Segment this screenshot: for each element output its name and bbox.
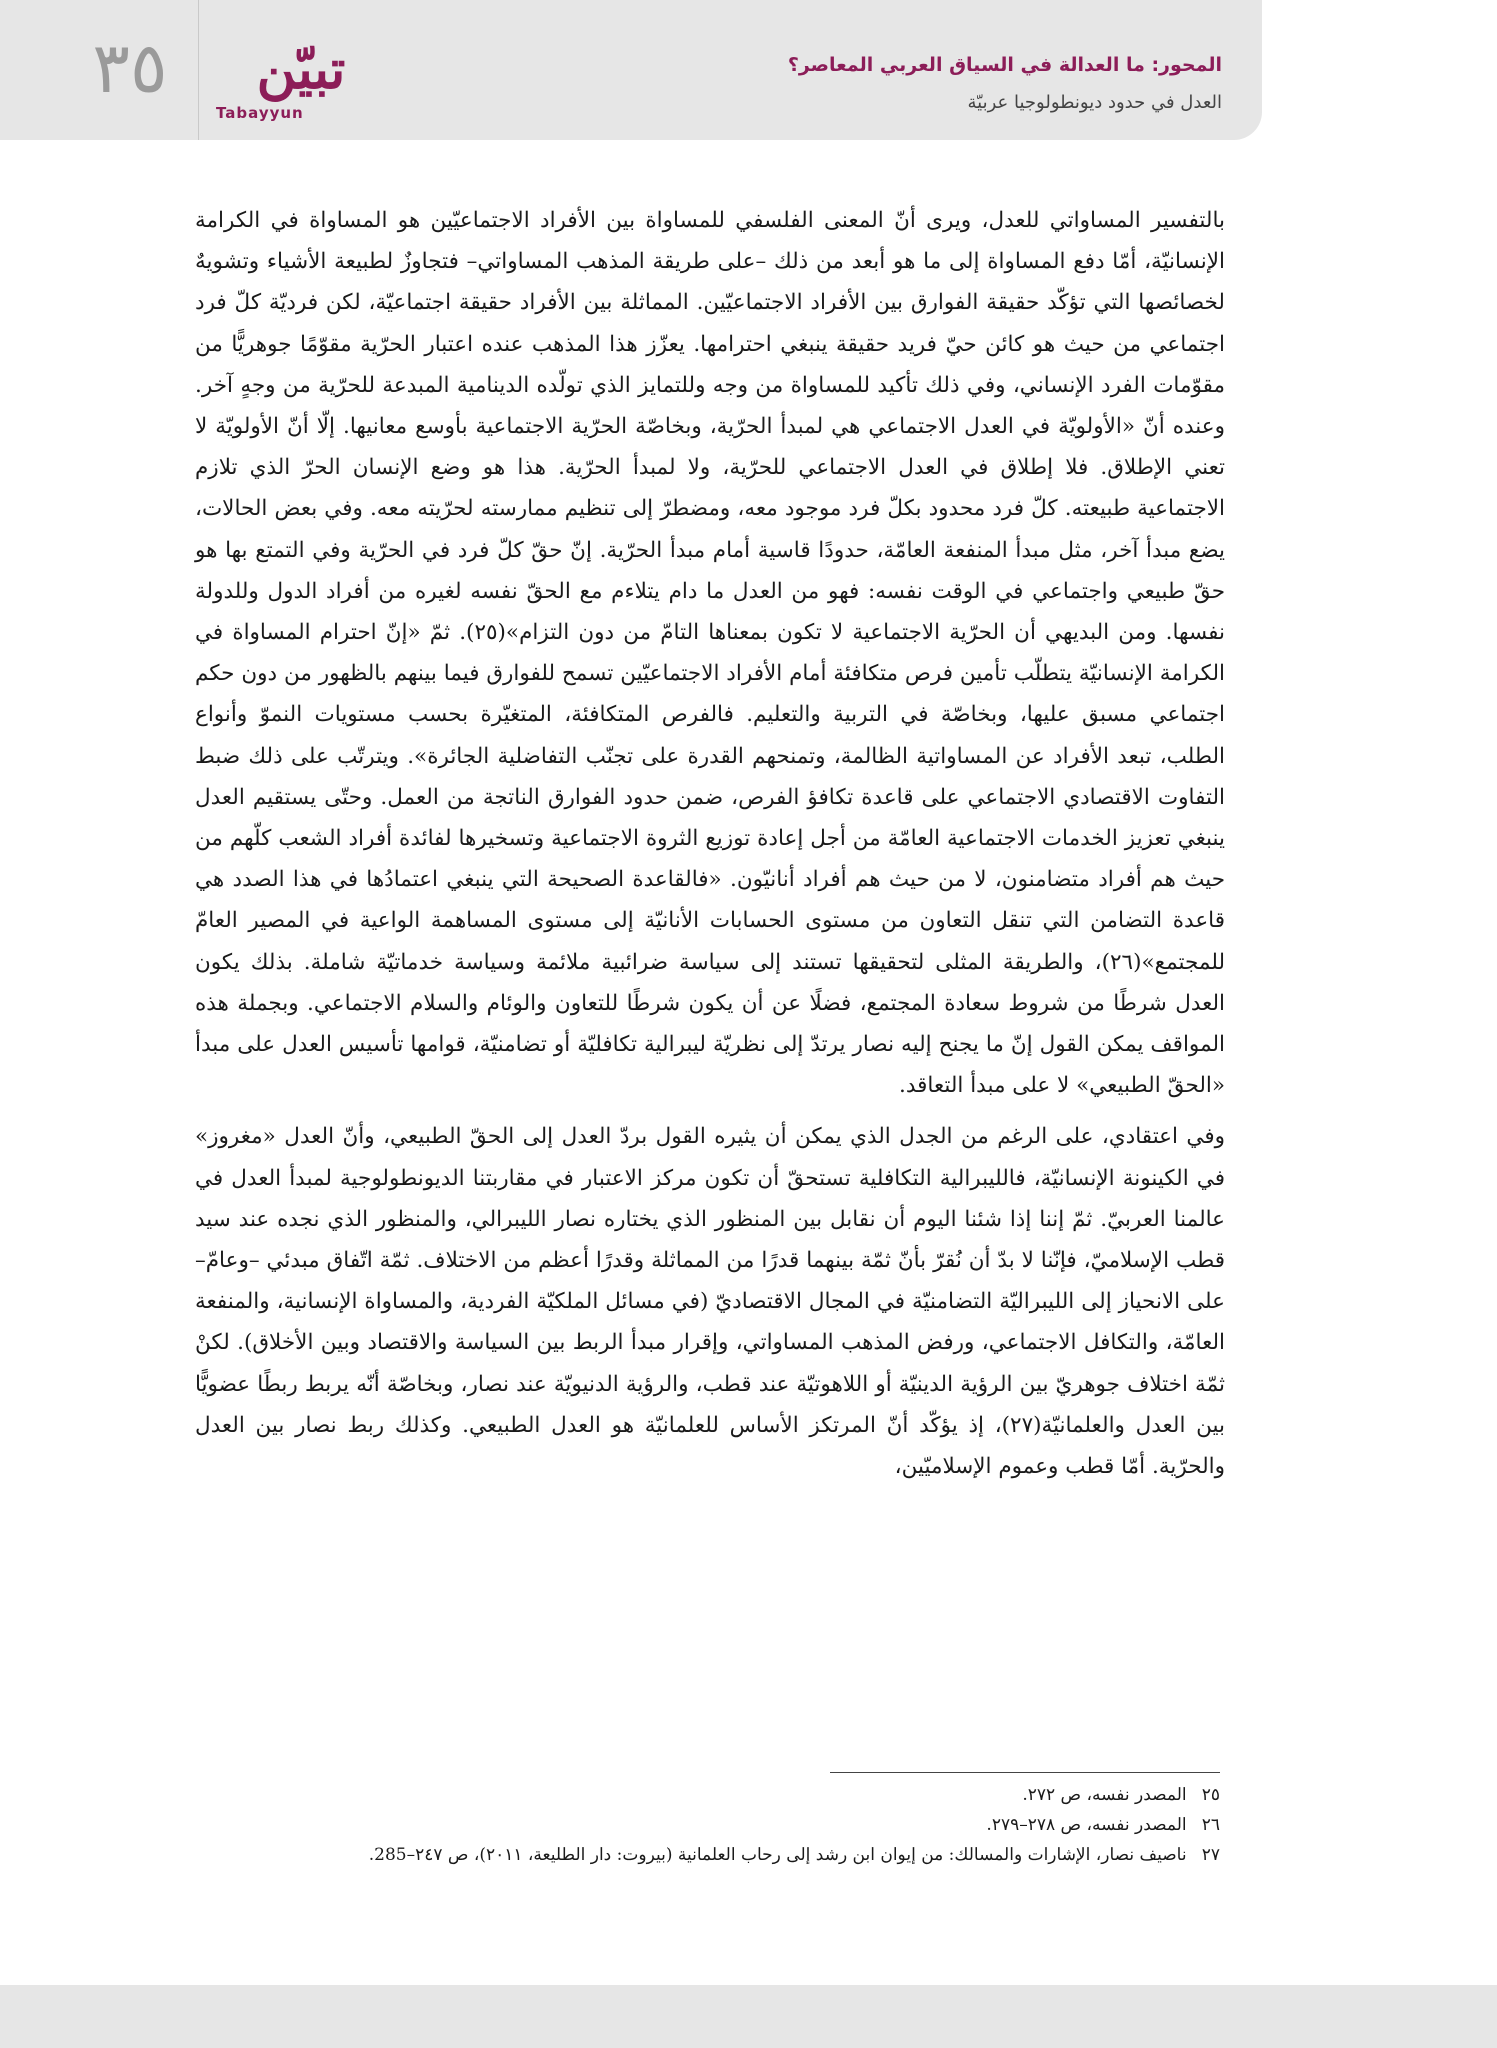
footnote-text: ناصيف نصار، الإشارات والمسالك: من إيوان ابن رشد إلى رحاب العلمانية (بيروت: دار الطليعة، ٢٠١١)، ص ٢٤٧–285.: [368, 1845, 1187, 1865]
body-paragraph-2: وفي اعتقادي، على الرغم من الجدل الذي يمكن أن يثيره القول بردّ العدل إلى الحقّ الطبيعي، وأنّ العدل «مغروز» في الكينونة الإنسانيّة، فالليبرالية التكافلية تستحقّ أن تكون مركز الاعتبار في مقاربتنا الديونطولوجية لمبدأ العدل في عالمنا العربيّ. ثمّ إننا إذا شئنا اليوم أن نقابل بين المنظور الذي يختاره نصار الليبرالي، والمنظور الذي نجده عند سيد قطب الإسلاميّ، فإنّنا لا بدّ أن نُقرّ بأنّ ثمّة بينهما قدرًا من المماثلة وقدرًا أعظم من الاختلاف. ثمّة اتّفاق مبدئي –وعامّ– على الانحياز إلى الليبراليّة التضامنيّة في المجال الاقتصاديّ (في مسائل الملكيّة الفردية، والمساواة الإنسانية، والمنفعة العامّة، والتكافل الاجتماعي، ورفض المذهب المساواتي، وإقرار مبدأ الربط بين السياسة والاقتصاد وبين الأخلاق). لكنْ ثمّة اختلاف جوهريّ بين الرؤية الدينيّة أو اللاهوتيّة عند قطب، والرؤية الدنيويّة عند نصار، وبخاصّة أنّه يربط ربطًا عضويًّا بين العدل والعلمانيّة(٢٧)، إذ يؤكّد أنّ المرتكز الأساس للعلمانيّة هو العدل الطبيعي. وكذلك ربط نصار بين العدل والحرّية. أمّا قطب وعموم الإسلاميّين،: [195, 1124, 1225, 1480]
bottom-band: [0, 1985, 1497, 2048]
header-divider: [198, 0, 199, 140]
article-body: [195, 200, 1225, 1487]
footnotes: [150, 1780, 1220, 1870]
body-paragraph-1: بالتفسير المساواتي للعدل، ويرى أنّ المعنى الفلسفي للمساواة بين الأفراد الاجتماعيّين هو المساواة في الكرامة الإنسانيّة، أمّا دفع المساواة إلى ما هو أبعد من ذلك –على طريقة المذهب المساواتي– فتجاوزٌ لطبيعة الأشياء وتشويهٌ لخصائصها التي تؤكّد حقيقة الفوارق بين الأفراد الاجتماعيّين. المماثلة بين الأفراد حقيقة اجتماعيّة، لكن فرديّة كلّ فرد اجتماعي من حيث هو كائن حيّ فريد حقيقة ينبغي احترامها. يعزّز هذا المذهب عنده اعتبار الحرّية مقوّمًا جوهريًّا من مقوّمات الفرد الإنساني، وفي ذلك تأكيد للمساواة من وجه وللتمايز الذي تولّده الدينامية المبدعة للحرّية من وجهٍ آخر. وعنده أنّ «الأولويّة في العدل الاجتماعي هي لمبدأ الحرّية، وبخاصّة الحرّية الاجتماعية بأوسع معانيها. إلّا أنّ الأولويّة لا تعني الإطلاق. فلا إطلاق في العدل الاجتماعي للحرّية، ولا لمبدأ الحرّية. هذا هو وضع الإنسان الحرّ الذي تلازم الاجتماعية طبيعته. كلّ فرد محدود بكلّ فرد موجود معه، ومضطرّ إلى تنظيم ممارسته لحرّيته معه. وفي بعض الحالات، يضع مبدأ آخر، مثل مبدأ المنفعة العامّة، حدودًا قاسية أمام مبدأ الحرّية. إنّ حقّ كلّ فرد في الحرّية وفي التمتع بها هو حقّ طبيعي واجتماعي في الوقت نفسه: فهو من العدل ما دام يتلاءم مع الحقّ نفسه لغيره من أفراد الدول وللدولة نفسها. ومن البديهي أن الحرّية الاجتماعية لا تكون بمعناها التامّ من دون التزام»(٢٥). ثمّ «إنّ احترام المساواة في الكرامة الإنسانيّة يتطلّب تأمين فرص متكافئة أمام الأفراد الاجتماعيّين تسمح للفوارق فيما بينهم بالظهور من دون حكم اجتماعي مسبق عليها، وبخاصّة في التربية والتعليم. فالفرص المتكافئة، المتغيّرة بحسب مستويات النموّ وأنواع الطلب، تبعد الأفراد عن المساواتية الظالمة، وتمنحهم القدرة على تجنّب التفاضلية الجائرة». ويترتّب على ذلك ضبط التفاوت الاقتصادي الاجتماعي على قاعدة تكافؤ الفرص، ضمن حدود الفوارق الناتجة من العمل. وحتّى يستقيم العدل ينبغي تعزيز الخدمات الاجتماعية العامّة من أجل إعادة توزيع الثروة الاجتماعية وتسخيرها لفائدة أفراد الشعب كلّهم من حيث هم أفراد متضامنون، لا من حيث هم أفراد أنانيّون. «فالقاعدة الصحيحة التي ينبغي اعتمادُها في هذا الصدد هي قاعدة التضامن التي تنقل التعاون من مستوى الحسابات الأنانيّة إلى مستوى المساهمة الواعية في المصير العامّ للمجتمع»(٢٦)، والطريقة المثلى لتحقيقها تستند إلى سياسة ضرائبية ملائمة وسياسة خدماتيّة شاملة. بذلك يكون العدل شرطًا من شروط سعادة المجتمع، فضلًا عن أن يكون شرطًا للتعاون والوئام والسلام الاجتماعي. وبجملة هذه المواقف يمكن القول إنّ ما يجنح إليه نصار يرتدّ إلى نظريّة ليبرالية تكافليّة أو تضامنيّة، قوامها تأسيس العدل على مبدأ «الحقّ الطبيعي» لا على مبدأ التعاقد.: [195, 208, 1225, 1099]
logo-arabic-text: تبيّن: [256, 37, 346, 101]
journal-logo: [206, 34, 396, 130]
footnote-number: ٢٧: [1201, 1845, 1220, 1865]
footnote-27: [150, 1840, 1220, 1870]
running-title: المحور: ما العدالة في السياق العربي المعاصر؟: [787, 54, 1222, 76]
footnote-rule: [830, 1772, 1220, 1773]
footnote-text: المصدر نفسه، ص ٢٧٨–٢٧٩.: [986, 1815, 1187, 1835]
page-number: ٣٥: [92, 27, 168, 109]
running-subtitle: العدل في حدود ديونطولوجيا عربيّة: [967, 92, 1222, 113]
footnote-text: المصدر نفسه، ص ٢٧٢.: [1022, 1785, 1187, 1805]
footnote-number: ٢٦: [1201, 1815, 1220, 1835]
logo-latin-text: Tabayyun: [216, 104, 304, 122]
footnote-26: [150, 1810, 1220, 1840]
footnote-25: [150, 1780, 1220, 1810]
footnote-number: ٢٥: [1201, 1785, 1220, 1805]
